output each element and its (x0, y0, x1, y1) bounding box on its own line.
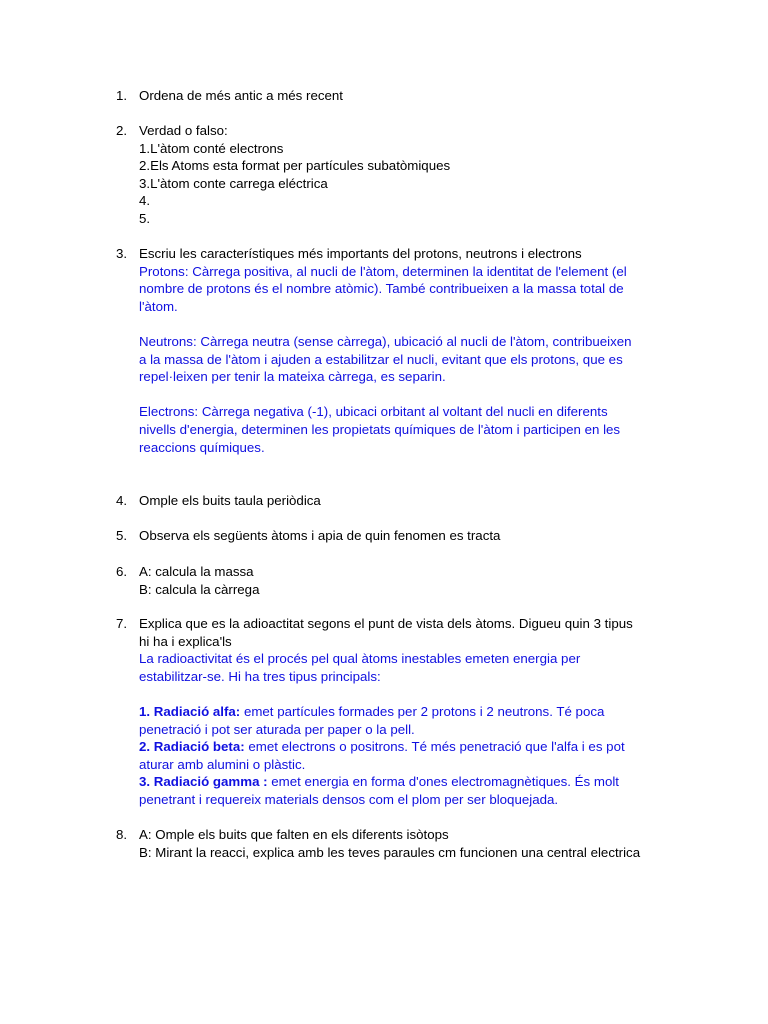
answer-line: estabilitzar-se. Hi ha tres tipus principals: (139, 668, 381, 684)
answer-beta (139, 738, 679, 773)
question-number: 8. (116, 827, 128, 842)
answer-protons (139, 263, 679, 316)
question-text: hi ha i explica'ls (139, 633, 232, 649)
question-number: 1. (116, 88, 128, 103)
answer-line: emet electrons o positrons. Té més penetració que l'alfa i es pot (244, 739, 625, 755)
answer-line: repel·leixen per tenir la mateixa càrrega, es separin. (139, 369, 446, 385)
answer-alfa (139, 703, 679, 738)
question-number: 2. (116, 123, 128, 138)
statement: 5. (139, 210, 151, 226)
question-text: Escriu les característiques més importants del protons, neutrons i electrons (139, 246, 582, 261)
answer-neutrons (139, 333, 679, 386)
answer-electrons (139, 403, 679, 456)
radiation-label: 2. Radiació beta: (139, 739, 245, 755)
answer-gamma (139, 773, 679, 808)
statement: 1.L'àtom conté electrons (139, 140, 284, 156)
answer-line: emet energia en forma d'ones electromagnètiques. És molt (267, 774, 619, 790)
question-text: B: calcula la càrrega (139, 581, 260, 597)
statement: 4. (139, 193, 151, 209)
radiation-label: 1. Radiació alfa: (139, 703, 241, 719)
question-number: 3. (116, 246, 128, 261)
statement: 3.L'àtom conte carrega eléctrica (139, 175, 328, 191)
answer-line: l'àtom. (139, 298, 178, 314)
answer-line: La radioactivitat és el procés pel qual àtoms inestables emeten energia per (139, 651, 581, 667)
question-text: B: Mirant la reacci, explica amb les teves paraules cm funcionen una central electrica (139, 844, 641, 860)
answer-line: reaccions químiques. (139, 439, 265, 455)
answer-line: Protons: Càrrega positiva, al nucli de l'àtom, determinen la identitat de l'element (el (139, 263, 627, 279)
answer-line: nivells d'energia, determinen les propietats químiques de l'àtom i participen en les (139, 421, 621, 437)
question-number: 6. (116, 564, 128, 579)
answer-line: aturar amb alumini o plàstic. (139, 756, 306, 772)
answer-line: emet partícules formades per 2 protons i 2 neutrons. Té poca (240, 703, 605, 719)
question-text: Ordena de més antic a més recent (139, 88, 343, 103)
answer-line: Neutrons: Càrrega neutra (sense càrrega), ubicació al nucli de l'àtom, contribueixen (139, 333, 632, 349)
question-number: 5. (116, 528, 128, 543)
answer-line: penetració i pot ser aturada per paper o la pell. (139, 721, 415, 737)
question-text: A: Omple els buits que falten en els diferents isòtops (139, 827, 449, 842)
answer-line: a la massa de l'àtom i ajuden a estabilitzar el nucli, evitant que els protons, que es (139, 351, 623, 367)
question-text: Verdad o falso: (139, 123, 228, 138)
statement: 2.Els Atoms esta format per partícules subatòmiques (139, 158, 451, 174)
question-text: Observa els següents àtoms i apia de quin fenomen es tracta (139, 528, 501, 543)
radiation-label: 3. Radiació gamma : (139, 774, 268, 790)
question-text: Omple els buits taula periòdica (139, 493, 321, 508)
question-text: Explica que es la adioactitat segons el punt de vista dels àtoms. Digueu quin 3 tipus (139, 616, 633, 631)
answer-line: Electrons: Càrrega negativa (-1), ubicaci orbitant al voltant del nucli en diferents (139, 404, 608, 420)
question-number: 7. (116, 616, 128, 631)
answer-line: penetrant i requereix materials densos com el plom per ser bloquejada. (139, 791, 559, 807)
question-text: A: calcula la massa (139, 564, 254, 579)
answer-line: nombre de protons és el nombre atòmic). També contribueixen a la massa total de (139, 281, 624, 297)
question-number: 4. (116, 493, 128, 508)
